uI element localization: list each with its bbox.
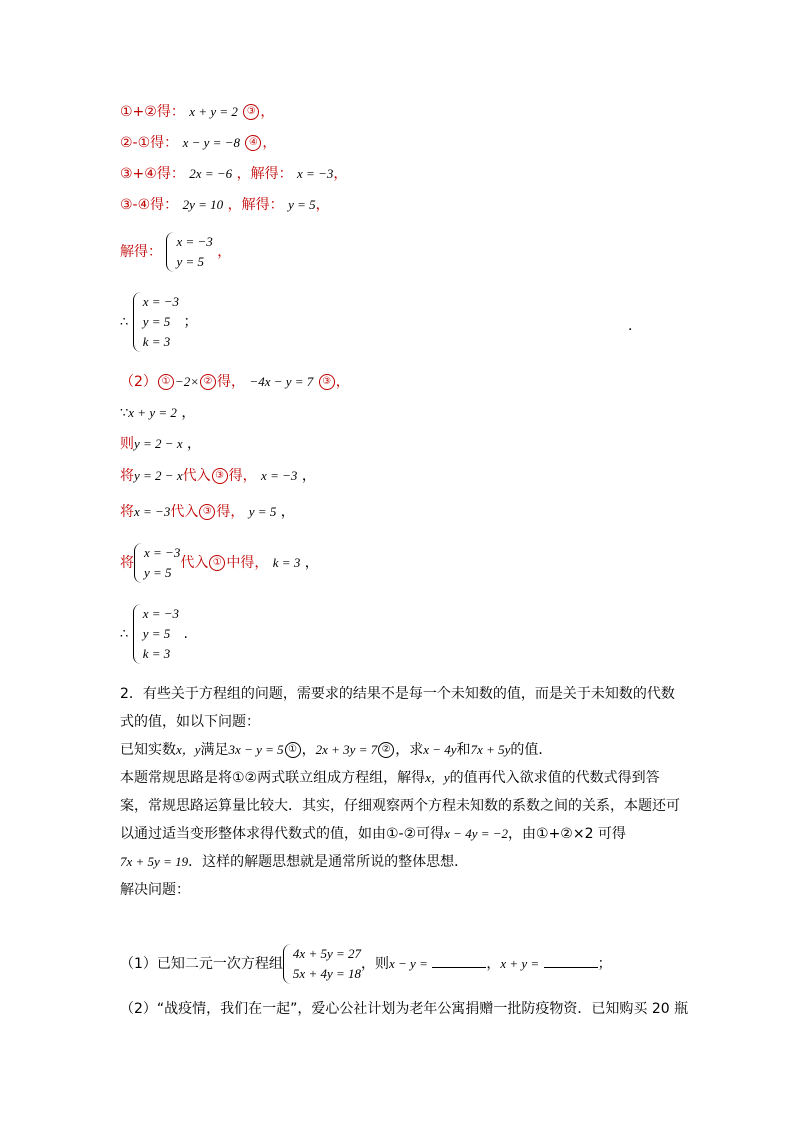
part2-line-4-eq: y = 2 − x — [134, 468, 183, 483]
question-2-intro — [120, 680, 680, 904]
q2-para-1b: 式的值，如以下问题： — [120, 714, 260, 730]
part2-tag-3: ③ — [319, 374, 335, 390]
answer-blank-1[interactable] — [432, 967, 486, 968]
part2-line-5-pre: 将 — [120, 504, 134, 520]
solve-end: ， — [217, 244, 232, 260]
brace-icon — [166, 232, 175, 272]
q2-p2-and: 和 — [456, 742, 471, 758]
step-3-mid: ，解得： — [236, 166, 293, 182]
subq1-row-2: 5x + 4y = 18 — [292, 966, 362, 981]
part2-line-6-system — [134, 543, 180, 583]
step-4-result: y = 5 — [288, 197, 316, 212]
brace-icon — [133, 292, 142, 352]
part2-line-6-mid2: 中得， — [226, 555, 269, 571]
q2-p6-b: ．这样的解题思想就是通常所说的整体思想． — [188, 854, 469, 870]
q2-p2-expr2: 7x + 5y — [470, 742, 511, 757]
step-1-tag: ③ — [243, 104, 259, 120]
subquestion-2 — [120, 999, 688, 1019]
part2-line-2 — [120, 403, 195, 423]
step-3-result: x = −3 — [297, 166, 334, 181]
part2-line-3-pre: 则 — [120, 436, 134, 452]
therefore-1-row-y: y = 5 — [142, 314, 171, 329]
q2-p3-vars: x，y — [425, 770, 450, 785]
step-1-ops: ①+②得： — [120, 104, 185, 120]
therefore-2-row-x: x = −3 — [142, 606, 180, 621]
step-3-line — [120, 164, 347, 184]
part2-line-3 — [120, 434, 201, 454]
q2-p3-b: 的值再代入欲求值的代数式得到答 — [449, 770, 660, 786]
part2-line-5-mid2: 得， — [216, 504, 245, 520]
part2-tag-1: ① — [158, 374, 174, 390]
therefore-2-row-k: k = 3 — [142, 646, 171, 661]
q2-para-2 — [120, 736, 680, 764]
part2-line-6-end: ， — [304, 555, 319, 571]
step-4-ops: ③-④得： — [120, 197, 179, 213]
part2-line-2-eq: x + y = 2 — [128, 405, 177, 420]
step-4-mid: ，解得： — [227, 197, 284, 213]
q2-p2-eq1: 3x − y = 5 — [228, 742, 284, 757]
part2-line-4-pre: 将 — [120, 468, 134, 484]
q2-p3-a: 本题常规思路是将①②两式联立组成方程组，解得 — [120, 770, 426, 786]
part2-line-4-mid2: 得， — [228, 468, 257, 484]
subq1-sep: ， — [486, 956, 501, 972]
q2-p5-eq: x − 4y = −2 — [444, 826, 509, 841]
q2-p2-expr1: x − 4y — [423, 742, 457, 757]
step-2-equation: x − y = −8 — [182, 135, 240, 150]
therefore-1-row-k: k = 3 — [142, 334, 171, 349]
q2-para-7: 解决问题： — [120, 882, 190, 898]
q2-p5-b: ，由①+②×2 可得 — [508, 826, 626, 842]
part2-op: −2× — [174, 374, 199, 389]
part2-line-6-mid: 代入 — [180, 555, 209, 571]
part2-line-6-pre: 将 — [120, 555, 134, 571]
solve-line — [120, 232, 231, 272]
therefore-2-row-y: y = 5 — [142, 626, 171, 641]
part2-line-6-tag: ① — [209, 555, 225, 571]
part2-line-6 — [120, 543, 319, 583]
part2-line-4-end: ， — [301, 468, 316, 484]
step-3-equation: 2x = −6 — [189, 166, 233, 181]
part2-line-3-end: ， — [187, 436, 202, 452]
q2-p2-c: ， — [301, 742, 316, 758]
part2-line-5-tag: ③ — [199, 504, 215, 520]
part2-line-2-end: ， — [181, 405, 196, 421]
part2-line-4 — [120, 466, 316, 486]
part2-line-5 — [120, 502, 295, 522]
part2-line-5-eq: x = −3 — [134, 504, 171, 519]
subquestion-1 — [120, 944, 612, 984]
part2-line-6-row-y: y = 5 — [144, 565, 172, 580]
part2-mid: 得， — [216, 374, 245, 390]
step-1-end: ， — [260, 104, 275, 120]
q2-p2-end: 的值． — [510, 742, 553, 758]
step-4-end: ， — [315, 197, 330, 213]
part2-line-5-mid: 代入 — [170, 504, 199, 520]
therefore-1-row-x: x = −3 — [142, 294, 180, 309]
part2-line-6-res: k = 3 — [272, 555, 301, 570]
step-3-ops: ③+④得： — [120, 166, 185, 182]
subq1-row-1: 4x + 5y = 27 — [292, 946, 362, 961]
part2-line-4-mid: 代入 — [182, 468, 211, 484]
therefore-1-line — [120, 292, 198, 352]
part2-line-5-end: ， — [280, 504, 295, 520]
step-1-line — [120, 102, 274, 122]
q2-p2-d: ，求 — [395, 742, 424, 758]
q2-para-5 — [120, 820, 680, 848]
q2-p2-tag2: ② — [378, 742, 394, 758]
brace-icon — [134, 543, 143, 583]
q2-p2-a: 已知实数 — [120, 742, 176, 758]
q2-p2-eq2: 2x + 3y = 7 — [315, 742, 378, 757]
part2-line-1 — [120, 372, 350, 392]
because-symbol: ∵ — [120, 405, 129, 420]
q2-p2-b: 满足 — [200, 742, 229, 758]
brace-icon — [283, 944, 292, 984]
q2-p6-eq: 7x + 5y = 19 — [120, 854, 189, 869]
therefore-2-line — [120, 604, 188, 664]
therefore-1-end: ； — [183, 314, 198, 330]
q2-p2-tag1: ① — [285, 742, 301, 758]
subq2-text: （2）“战疫情，我们在一起”，爱心公社计划为老年公寓捐赠一批防疫物资．已知购买 20 瓶 — [120, 1001, 689, 1017]
solve-row-y: y = 5 — [176, 254, 204, 269]
therefore-1-system — [133, 292, 179, 352]
subq1-mid: ，则 — [361, 956, 390, 972]
part2-line-4-res: x = −3 — [261, 468, 298, 483]
step-2-end: ， — [262, 135, 277, 151]
solve-row-x: x = −3 — [176, 234, 213, 249]
therefore-2-system — [133, 604, 179, 664]
answer-blank-2[interactable] — [544, 967, 598, 968]
step-4-line — [120, 195, 330, 215]
q2-para-3 — [120, 764, 680, 792]
part2-tag-2: ② — [200, 374, 216, 390]
part2-end: ， — [335, 374, 350, 390]
step-2-ops: ②-①得： — [120, 135, 179, 151]
q2-p5-a: 以通过适当变形整体求得代数式的值，如由①-②可得 — [120, 826, 445, 842]
part2-line-6-row-x: x = −3 — [144, 545, 181, 560]
therefore-1-symbol: ∴ — [120, 314, 129, 329]
q2-para-4: 案，常规思路运算量比较大．其实，仔细观察两个方程未知数的系数之间的关系，本题还可 — [120, 798, 680, 814]
part2-prefix: （2） — [120, 374, 157, 390]
part2-line-5-res: y = 5 — [248, 504, 277, 519]
step-2-line — [120, 133, 276, 153]
step-2-tag: ④ — [245, 135, 261, 151]
subq1-expr-2: x + y = — [500, 956, 540, 971]
part2-line-4-tag: ③ — [212, 468, 228, 484]
q2-para-1a: 2．有些关于方程组的问题，需要求的结果不是每一个未知数的值，而是关于未知数的代数 — [120, 686, 675, 702]
step-4-equation: 2y = 10 — [182, 197, 224, 212]
step-1-equation: x + y = 2 — [189, 104, 238, 119]
part2-equation: −4x − y = 7 — [249, 374, 314, 389]
subq1-system — [283, 944, 361, 984]
subq1-expr-1: x − y = — [389, 956, 428, 971]
brace-icon — [133, 604, 142, 664]
solve-label: 解得： — [120, 244, 162, 260]
therefore-2-end: . — [183, 626, 188, 642]
q2-p2-vars: x，y — [176, 742, 201, 757]
subq1-end: ； — [597, 956, 612, 972]
solve-system — [166, 232, 212, 272]
part2-line-3-eq: y = 2 − x — [134, 436, 183, 451]
step-3-end: ， — [333, 166, 348, 182]
q2-para-6 — [120, 848, 680, 876]
subq1-pre: （1）已知二元一次方程组 — [120, 956, 283, 972]
stray-dot: . — [628, 318, 633, 334]
therefore-2-symbol: ∴ — [120, 626, 129, 641]
